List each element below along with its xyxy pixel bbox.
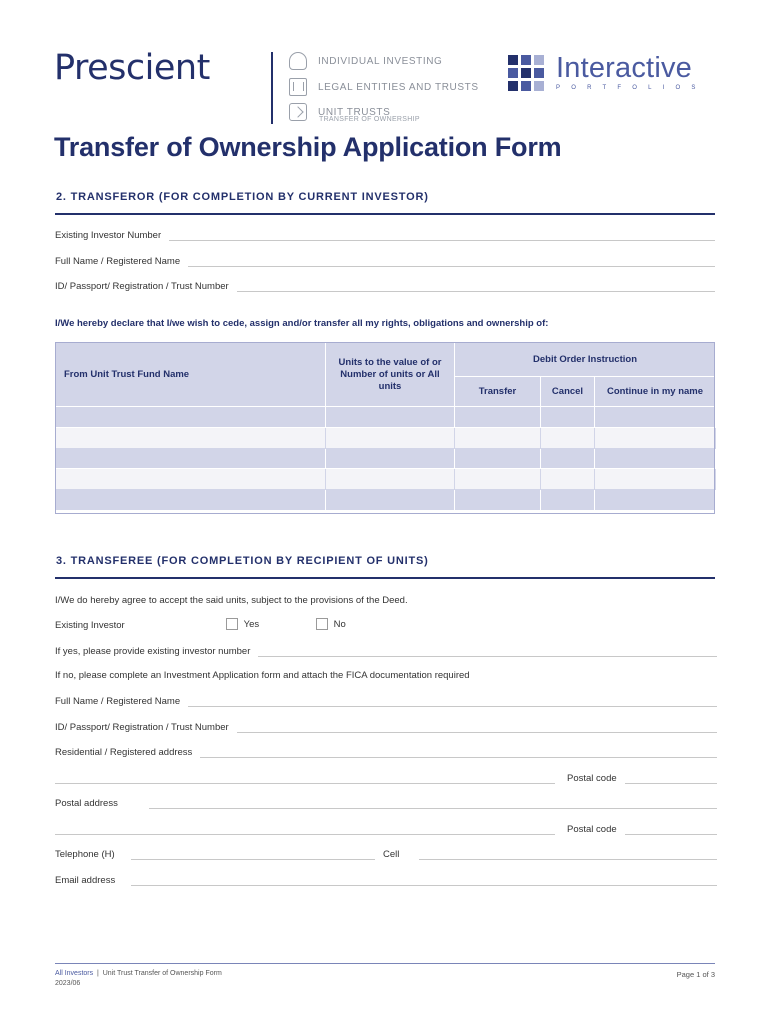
fund-name-cell[interactable] (56, 448, 326, 469)
transferor-full-name-field[interactable] (55, 256, 715, 267)
col-cancel: Cancel (541, 377, 595, 407)
section-2-heading: 2. TRANSFEROR (FOR COMPLETION BY CURRENT INVESTOR) (56, 191, 429, 203)
continue-cell[interactable] (595, 469, 716, 490)
if-yes-investor-number-field[interactable] (55, 646, 717, 657)
section-3-heading: 3. TRANSFEREE (FOR COMPLETION BY RECIPIENT OF UNITS) (56, 555, 429, 567)
email-field[interactable] (55, 875, 717, 886)
transferor-id-number-field[interactable] (55, 281, 715, 292)
cancel-cell[interactable] (541, 490, 595, 511)
fund-transfer-table (55, 342, 716, 511)
bank-icon (289, 78, 307, 96)
col-debit-order: Debit Order Instruction (455, 343, 716, 377)
postal-address-line-2-input[interactable] (55, 825, 555, 835)
cancel-cell[interactable] (541, 427, 595, 448)
transferor-full-name-input[interactable] (188, 257, 715, 267)
units-cell[interactable] (326, 448, 455, 469)
transferor-id-number-input[interactable] (237, 282, 715, 292)
continue-cell[interactable] (595, 407, 716, 428)
telephone-field[interactable] (55, 849, 717, 860)
fund-name-cell[interactable] (56, 427, 326, 448)
table-row (56, 448, 716, 469)
nav-item-individual-investing (289, 52, 442, 70)
no-checkbox[interactable] (316, 618, 328, 630)
nav-item-legal-entities (289, 78, 479, 96)
cancel-cell[interactable] (541, 448, 595, 469)
no-option[interactable] (316, 618, 346, 630)
document-icon (289, 103, 307, 121)
residential-address-input[interactable] (200, 748, 717, 758)
transfer-cell[interactable] (455, 469, 541, 490)
transfer-cell[interactable] (455, 407, 541, 428)
continue-cell[interactable] (595, 448, 716, 469)
field-label: Telephone (H) (55, 849, 115, 860)
cancel-cell[interactable] (541, 469, 595, 490)
col-units: Units to the value of or Number of units or All units (326, 343, 455, 407)
transfer-cell[interactable] (455, 427, 541, 448)
field-label: ID/ Passport/ Registration / Trust Number (55, 281, 229, 292)
yes-label: Yes (243, 618, 260, 630)
footer-doc-name: Unit Trust Transfer of Ownership Form (102, 970, 222, 977)
table-row (56, 469, 716, 490)
transferee-full-name-field[interactable] (55, 696, 717, 707)
units-cell[interactable] (326, 469, 455, 490)
fund-name-cell[interactable] (56, 490, 326, 511)
transfer-cell[interactable] (455, 448, 541, 469)
transferee-investor-number-input[interactable] (258, 647, 717, 657)
existing-investor-number-field[interactable] (55, 230, 715, 241)
table-row (56, 427, 716, 448)
existing-investor-label: Existing Investor (55, 620, 125, 631)
nav-label: UNIT TRUSTS (318, 106, 391, 118)
continue-cell[interactable] (595, 490, 716, 511)
postal-address-field[interactable] (55, 798, 717, 809)
nav-label: INDIVIDUAL INVESTING (318, 55, 443, 67)
field-label: Postal code (567, 773, 617, 784)
field-label: Postal address (55, 798, 118, 809)
col-transfer: Transfer (455, 377, 541, 407)
field-label: Full Name / Registered Name (55, 256, 181, 267)
units-cell[interactable] (326, 490, 455, 511)
interactive-logo-subtext: PORTFOLIOS (556, 85, 707, 91)
field-label: Full Name / Registered Name (55, 696, 181, 707)
footer-audience: All Investors (55, 970, 94, 977)
table-row (56, 490, 716, 511)
residential-address-line-2-input[interactable] (55, 774, 555, 784)
postal-address-input[interactable] (149, 799, 717, 809)
units-cell[interactable] (326, 407, 455, 428)
residential-address-line-2[interactable] (55, 773, 717, 784)
if-no-instruction: If no, please complete an Investment Application form and attach the FICA documentation required (55, 670, 470, 681)
yes-option[interactable] (226, 618, 259, 630)
cancel-cell[interactable] (541, 407, 595, 428)
page-title: Transfer of Ownership Application Form (54, 132, 562, 162)
field-label: Postal code (567, 824, 617, 835)
table-row (56, 407, 716, 428)
nav-label: LEGAL ENTITIES AND TRUSTS (318, 81, 479, 93)
cell-input[interactable] (419, 850, 717, 860)
page-number: Page 1 of 3 (676, 970, 715, 979)
telephone-input[interactable] (131, 850, 375, 860)
prescient-logo: Prescient (54, 48, 210, 88)
footer-date: 2023/06 (55, 980, 81, 987)
col-fund-name: From Unit Trust Fund Name (56, 343, 326, 407)
yes-checkbox[interactable] (226, 618, 238, 630)
col-continue: Continue in my name (595, 377, 716, 407)
transferee-id-number-input[interactable] (237, 723, 717, 733)
agree-text: I/We do hereby agree to accept the said units, subject to the provisions of the Deed. (55, 595, 408, 606)
field-label: Email address (55, 875, 116, 886)
field-label: ID/ Passport/ Registration / Trust Number (55, 722, 229, 733)
field-label: If yes, please provide existing investor number (55, 646, 251, 657)
postal-postal-code-input[interactable] (625, 825, 717, 835)
transferee-full-name-input[interactable] (188, 697, 717, 707)
declaration-text: I/We hereby declare that I/we wish to cede, assign and/or transfer all my rights, obligations and ownership of: (55, 318, 549, 329)
units-cell[interactable] (326, 427, 455, 448)
existing-investor-number-input[interactable] (169, 231, 715, 241)
postal-address-line-2[interactable] (55, 824, 717, 835)
footer-doc-info: All Investors | Unit Trust Transfer of Ownership Form (55, 970, 222, 977)
residential-postal-code-input[interactable] (625, 774, 717, 784)
transfer-cell[interactable] (455, 490, 541, 511)
field-label: Existing Investor Number (55, 230, 162, 241)
section-3-rule (55, 577, 715, 579)
person-icon (289, 52, 307, 70)
interactive-logo-text: Interactive (556, 52, 692, 84)
no-label: No (333, 618, 346, 630)
header-divider (271, 52, 273, 124)
field-label: Residential / Registered address (55, 747, 193, 758)
fund-name-cell[interactable] (56, 469, 326, 490)
nav-sub-label: TRANSFER OF OWNERSHIP (319, 116, 420, 123)
footer-rule (55, 963, 715, 964)
page-header (0, 0, 770, 130)
email-input[interactable] (131, 876, 717, 886)
residential-address-field[interactable] (55, 747, 717, 758)
field-label: Cell (383, 849, 400, 860)
interactive-logo-grid-icon (508, 55, 544, 91)
section-2-rule (55, 213, 715, 215)
continue-cell[interactable] (595, 427, 716, 448)
transferee-id-number-field[interactable] (55, 722, 717, 733)
fund-name-cell[interactable] (56, 407, 326, 428)
